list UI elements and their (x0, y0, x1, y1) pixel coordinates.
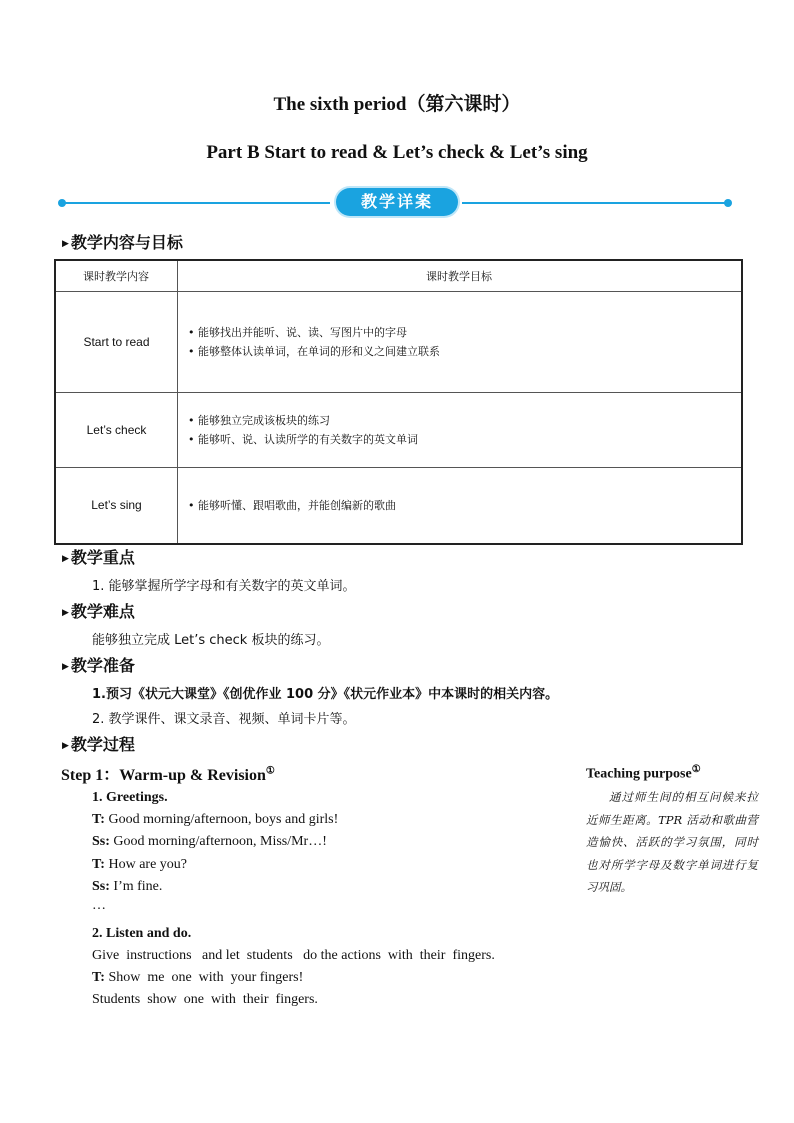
goal-item: • 能够听懂、跟唱歌曲，并能创编新的歌曲 (188, 498, 396, 512)
page-subtitle: Part B Start to read & Let’s check & Let’s sing (206, 142, 588, 163)
teaching-purpose-title: Teaching purpose① (586, 764, 701, 782)
goal-item: • 能够听、说、认读所学的有关数字的英文单词 (188, 433, 418, 446)
table-header-row (55, 260, 742, 292)
footnote-mark: ① (691, 764, 701, 775)
goals-cell (178, 292, 743, 393)
preparation-item: 2. 教学课件、课文录音、视频、单词卡片等。 (92, 712, 356, 727)
content-cell: Start to read (55, 292, 178, 393)
goal-item: • 能够独立完成该板块的练习 (188, 414, 330, 427)
goals-cell (178, 393, 743, 468)
key-points-text: 1. 能够掌握所学字母和有关数字的英文单词。 (92, 579, 356, 594)
instruction-line: T: Show me one with your fingers! (92, 970, 304, 985)
table-row (55, 292, 742, 393)
step-title: Step 1：Warm-up & Revision① (61, 765, 275, 784)
difficulties-text: 能够独立完成 Let’s check 板块的练习。 (92, 633, 330, 648)
greetings-title: 1. Greetings. (92, 790, 168, 805)
dialogue-line: T: How are you? (92, 857, 187, 872)
instruction-line: Give instructions and let students do the actions with their fingers. (92, 948, 495, 963)
section-heading-preparation: ▶ 教学准备 (62, 656, 135, 675)
table-row (55, 468, 742, 544)
triangle-bullet-icon: ▶ (62, 554, 69, 564)
banner-line-right (462, 202, 728, 204)
triangle-bullet-icon: ▶ (62, 239, 69, 249)
objectives-table (54, 259, 743, 545)
banner-line-left (62, 202, 330, 204)
triangle-bullet-icon: ▶ (62, 608, 69, 618)
goals-cell (178, 468, 743, 544)
page-title: The sixth period（第六课时） (273, 94, 521, 115)
dialogue-line: Ss: I’m fine. (92, 879, 163, 894)
footnote-mark: ① (265, 765, 275, 777)
section-heading-objectives: ▶ 教学内容与目标 (62, 233, 183, 252)
section-banner: 教学详案 (336, 188, 458, 216)
teaching-purpose-text: 通过师生间的相互问候来拉近师生距离。TPR 活动和歌曲营造愉快、活跃的学习氛围，同时也对所学字母及数字单词进行复习巩固。 (586, 790, 758, 894)
goal-item: • 能够整体认读单词，在单词的形和义之间建立联系 (188, 345, 440, 358)
section-heading-key-points: ▶ 教学重点 (62, 548, 135, 567)
ellipsis: … (92, 898, 106, 913)
table-header-cell: 课时教学内容 (55, 260, 178, 292)
table-header-cell: 课时教学目标 (178, 260, 743, 292)
banner-dot-right (724, 199, 732, 207)
content-cell: Let’s sing (55, 468, 178, 544)
content-cell: Let’s check (55, 393, 178, 468)
section-heading-process: ▶ 教学过程 (62, 735, 135, 754)
triangle-bullet-icon: ▶ (62, 741, 69, 751)
goal-item: • 能够找出并能听、说、读、写图片中的字母 (188, 326, 407, 339)
triangle-bullet-icon: ▶ (62, 662, 69, 672)
table-row (55, 393, 742, 468)
dialogue-line: T: Good morning/afternoon, boys and girls! (92, 812, 339, 827)
listen-title: 2. Listen and do. (92, 926, 192, 941)
section-heading-difficulties: ▶ 教学难点 (62, 602, 135, 621)
preparation-item: 1.预习《状元大课堂》《创优作业 100 分》《状元作业本》中本课时的相关内容。 (92, 687, 559, 702)
instruction-line: Students show one with their fingers. (92, 992, 318, 1007)
dialogue-line: Ss: Good morning/afternoon, Miss/Mr…! (92, 834, 327, 849)
